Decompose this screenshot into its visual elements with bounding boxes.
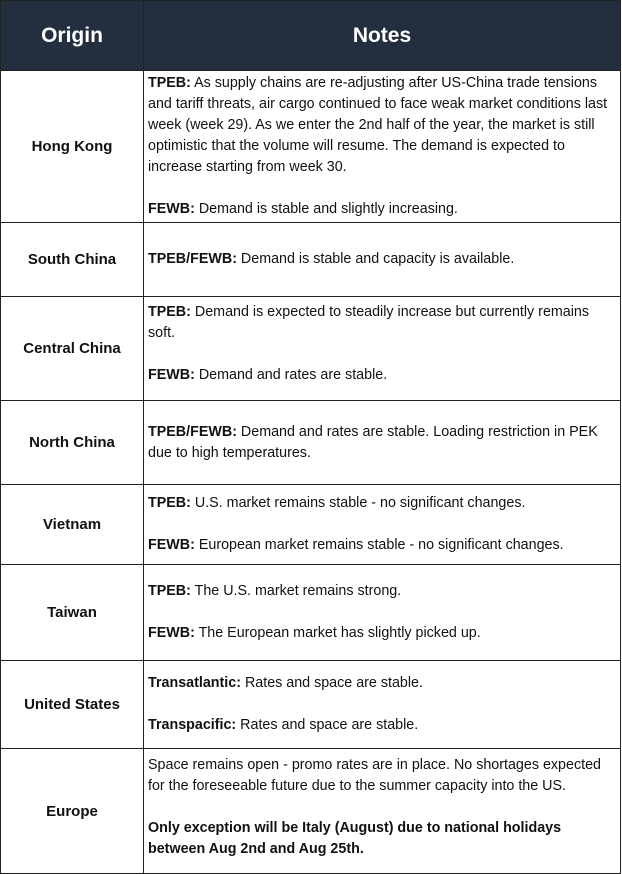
table-row <box>1 71 621 223</box>
note-paragraph <box>148 493 616 514</box>
origin-cell: Europe <box>1 749 144 874</box>
origin-cell: Central China <box>1 297 144 401</box>
notes-cell <box>144 485 621 565</box>
notes-cell <box>144 749 621 874</box>
note-text: The U.S. market remains strong. <box>190 583 402 599</box>
note-text: U.S. market remains stable - no significant changes. <box>190 495 526 511</box>
table-row <box>1 661 621 749</box>
origin-cell: Hong Kong <box>1 71 144 223</box>
note-text: Demand is expected to steadily increase but currently remains soft. <box>148 303 590 341</box>
note-paragraph <box>148 422 616 464</box>
note-label: Transatlantic: <box>148 675 241 691</box>
note-label: FEWB: <box>148 537 195 553</box>
note-label: Transpacific: <box>148 717 237 733</box>
origin-cell: South China <box>1 223 144 297</box>
note-paragraph <box>148 755 616 797</box>
note-paragraph <box>148 365 616 386</box>
origin-cell: North China <box>1 401 144 485</box>
note-text: Demand is stable and slightly increasing. <box>194 201 458 217</box>
note-paragraph <box>148 818 616 860</box>
note-label: TPEB: <box>148 303 191 320</box>
origin-cell: Vietnam <box>1 485 144 565</box>
note-label: FEWB: <box>148 366 195 383</box>
note-paragraph <box>148 623 616 644</box>
note-text: As supply chains are re-adjusting after US-China trade tensions and tariff threats, air cargo continued to face weak market conditions last week (week 29). As we enter the 2nd half of the year, the market is still optimistic that the volume will resume. The demand is expected to increase starting from week 30. <box>148 75 608 175</box>
note-text: Demand and rates are stable. <box>194 366 388 383</box>
note-text: The European market has slightly picked up. <box>194 625 481 641</box>
notes-cell <box>144 223 621 297</box>
note-paragraph <box>148 535 616 556</box>
notes-cell <box>144 565 621 661</box>
table-row <box>1 749 621 874</box>
header-row <box>1 1 621 71</box>
notes-cell <box>144 71 621 223</box>
note-label: TPEB/FEWB: <box>148 423 237 440</box>
note-label: TPEB: <box>148 75 191 91</box>
note-text: Demand and rates are stable. Loading restriction in PEK due to high temperatures. <box>148 423 598 461</box>
table-row <box>1 485 621 565</box>
note-paragraph <box>148 302 616 344</box>
table-row <box>1 223 621 297</box>
table-row <box>1 565 621 661</box>
table-row <box>1 401 621 485</box>
note-paragraph <box>148 73 616 178</box>
note-paragraph <box>148 715 616 736</box>
note-label: Only exception will be Italy (August) due to national holidays between Aug 2nd and Aug 25th. <box>148 819 562 857</box>
note-label: TPEB: <box>148 495 191 511</box>
note-paragraph <box>148 673 616 694</box>
note-paragraph <box>148 581 616 602</box>
origin-cell: Taiwan <box>1 565 144 661</box>
note-label: TPEB: <box>148 583 191 599</box>
notes-cell <box>144 297 621 401</box>
note-label: FEWB: <box>148 201 195 217</box>
note-label: TPEB/FEWB: <box>148 251 237 267</box>
note-paragraph <box>148 199 616 220</box>
note-text: European market remains stable - no significant changes. <box>194 537 564 553</box>
table-row <box>1 297 621 401</box>
note-text: Rates and space are stable. <box>240 675 423 691</box>
notes-cell <box>144 401 621 485</box>
notes-header: Notes <box>144 1 621 71</box>
note-text: Space remains open - promo rates are in place. No shortages expected for the foreseeable future due to the summer capacity into the US. <box>148 756 601 794</box>
origin-header: Origin <box>1 1 144 71</box>
origin-cell: United States <box>1 661 144 749</box>
note-text: Rates and space are stable. <box>236 717 419 733</box>
notes-cell <box>144 661 621 749</box>
note-text: Demand is stable and capacity is available. <box>236 251 515 267</box>
note-label: FEWB: <box>148 625 195 641</box>
note-paragraph <box>148 249 616 270</box>
